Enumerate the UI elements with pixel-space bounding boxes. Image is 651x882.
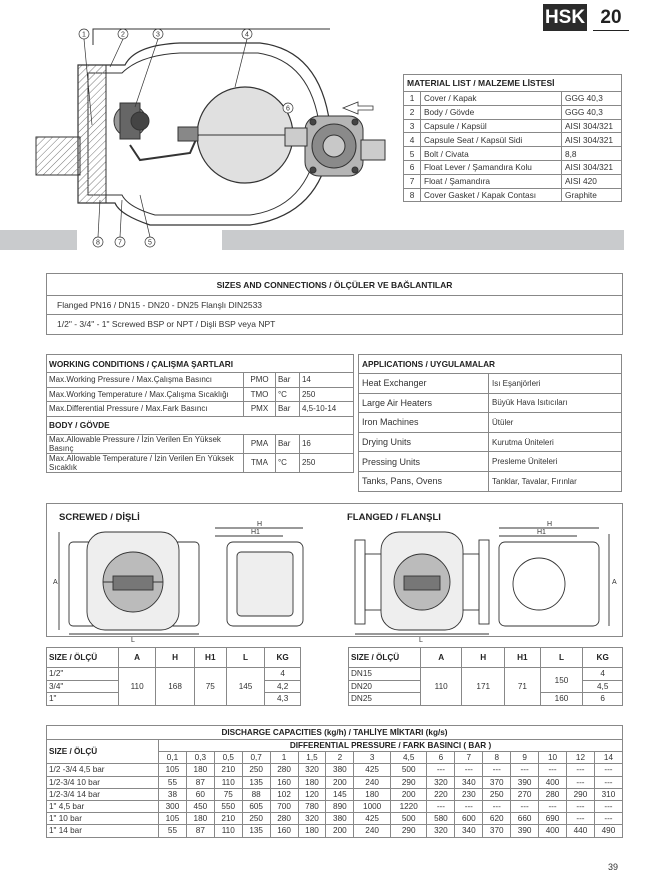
pressure-header: 8 — [483, 752, 511, 764]
dim-value: 6 — [583, 693, 623, 706]
condition-value: 250 — [299, 453, 353, 472]
capacities-size-label: SIZE / ÖLÇÜ — [47, 740, 159, 764]
dim-header: A — [119, 648, 156, 668]
capacity-value: --- — [483, 800, 511, 812]
capacity-value: 200 — [390, 788, 427, 800]
condition-label: Max.Allowable Pressure / İzin Verilen En Yüksek Basınç — [47, 434, 244, 453]
pressure-header: 14 — [594, 752, 622, 764]
pressure-header: 0,3 — [186, 752, 214, 764]
dim-value: 3/4" — [47, 680, 119, 693]
applications-title: APPLICATIONS / UYGULAMALAR — [359, 355, 622, 374]
capacity-value: 180 — [186, 813, 214, 825]
material-value: 8,8 — [562, 147, 622, 161]
capacity-value: 135 — [242, 825, 270, 837]
dim-value: 4 — [265, 668, 301, 681]
capacity-value: 400 — [539, 825, 567, 837]
dim-value: 4,3 — [265, 693, 301, 706]
capacity-value: 370 — [483, 776, 511, 788]
dim-header: L — [226, 648, 265, 668]
trap-render-image — [283, 98, 393, 190]
application-tr: Tanklar, Tavalar, Fırınlar — [489, 471, 622, 491]
material-part: Float / Şamandıra — [421, 174, 562, 188]
condition-unit: Bar — [275, 402, 299, 417]
material-number: 1 — [404, 92, 421, 106]
capacity-value: 500 — [390, 764, 427, 776]
pressure-header: 0,5 — [214, 752, 242, 764]
condition-unit: Bar — [275, 373, 299, 388]
capacity-value: 290 — [390, 776, 427, 788]
condition-code: TMA — [244, 453, 276, 472]
condition-code: PMX — [244, 402, 276, 417]
application-row — [359, 452, 622, 472]
callout-1: 1 — [82, 31, 86, 39]
capacity-value: 380 — [326, 764, 354, 776]
application-en: Tanks, Pans, Ovens — [359, 471, 489, 491]
dim-letter-a: A — [53, 579, 58, 586]
capacity-value: --- — [539, 800, 567, 812]
callout-2: 2 — [121, 31, 125, 39]
body-title: BODY / GÖVDE — [47, 416, 354, 434]
application-en: Iron Machines — [359, 413, 489, 433]
capacity-value: 320 — [427, 776, 455, 788]
material-value: AISI 420 — [562, 174, 622, 188]
working-conditions — [46, 354, 354, 473]
capacity-value: --- — [427, 764, 455, 776]
capacity-value: 240 — [354, 776, 391, 788]
grey-bar-left — [0, 230, 77, 250]
application-row — [359, 413, 622, 433]
pressure-header: 7 — [455, 752, 483, 764]
dim-value: DN20 — [349, 680, 421, 693]
dim-header: H — [462, 648, 505, 668]
condition-unit: °C — [275, 387, 299, 402]
capacity-value: 110 — [214, 825, 242, 837]
capacity-value: 145 — [326, 788, 354, 800]
material-row — [404, 160, 622, 174]
capacities-dp-label: DIFFERENTIAL PRESSURE / FARK BASINCI ( BAR ) — [159, 740, 623, 752]
sizes-and-connections — [46, 273, 623, 335]
condition-row — [47, 453, 354, 472]
capacity-value: --- — [455, 764, 483, 776]
material-number: 8 — [404, 188, 421, 202]
dimension-drawing-svg — [47, 504, 624, 644]
dim-letter-h-flanged: H — [547, 521, 553, 528]
dim-letter-h: H — [257, 521, 263, 528]
material-number: 7 — [404, 174, 421, 188]
capacity-value: 690 — [539, 813, 567, 825]
pressure-header: 1,5 — [298, 752, 326, 764]
sizes-row-flanged: Flanged PN16 / DN15 - DN20 - DN25 Flanşlı DIN2533 — [47, 296, 622, 315]
capacity-row — [47, 800, 623, 812]
capacity-value: 605 — [242, 800, 270, 812]
material-number: 5 — [404, 147, 421, 161]
capacity-row — [47, 788, 623, 800]
screwed-dimensions-table — [46, 647, 301, 706]
capacity-value: 75 — [214, 788, 242, 800]
material-value: Graphite — [562, 188, 622, 202]
material-row — [404, 188, 622, 202]
dim-value: 168 — [156, 668, 195, 706]
application-en: Drying Units — [359, 432, 489, 452]
material-value: GGG 40,3 — [562, 92, 622, 106]
capacity-value: 1000 — [354, 800, 391, 812]
application-tr: Ütüler — [489, 413, 622, 433]
capacity-value: 370 — [483, 825, 511, 837]
material-value: AISI 304/321 — [562, 133, 622, 147]
dim-value: 4 — [583, 668, 623, 681]
capacity-value: 250 — [483, 788, 511, 800]
application-row — [359, 393, 622, 413]
capacity-value: 440 — [567, 825, 595, 837]
sizes-row-screwed: 1/2" - 3/4" - 1" Screwed BSP or NPT / Dişli BSP veya NPT — [57, 319, 276, 329]
capacity-row — [47, 813, 623, 825]
dim-value: 145 — [226, 668, 265, 706]
capacity-value: 55 — [159, 776, 187, 788]
capacity-size: 1/2 -3/4 4,5 bar — [47, 764, 159, 776]
condition-label: Max.Working Temperature / Max.Çalışma Sıcaklığı — [47, 387, 244, 402]
pressure-header: 9 — [511, 752, 539, 764]
condition-value: 250 — [299, 387, 353, 402]
capacity-value: 700 — [270, 800, 298, 812]
capacity-value: --- — [594, 776, 622, 788]
capacity-value: 200 — [326, 776, 354, 788]
material-part: Bolt / Civata — [421, 147, 562, 161]
capacity-value: 380 — [326, 813, 354, 825]
capacity-value: 620 — [483, 813, 511, 825]
capacity-value: 120 — [298, 788, 326, 800]
dim-value: 4,2 — [265, 680, 301, 693]
capacity-value: --- — [539, 764, 567, 776]
capacity-value: 110 — [214, 776, 242, 788]
condition-row — [47, 402, 354, 417]
capacity-value: 180 — [354, 788, 391, 800]
capacity-value: 890 — [326, 800, 354, 812]
condition-row — [47, 387, 354, 402]
discharge-capacities-table — [46, 725, 623, 838]
pressure-header: 1 — [270, 752, 298, 764]
capacity-value: 180 — [298, 825, 326, 837]
capacity-value: 250 — [242, 813, 270, 825]
applications — [358, 354, 622, 492]
capacity-value: 210 — [214, 813, 242, 825]
capacity-value: 180 — [298, 776, 326, 788]
material-value: AISI 304/321 — [562, 160, 622, 174]
capacity-value: 270 — [511, 788, 539, 800]
material-row — [404, 133, 622, 147]
capacity-value: 250 — [242, 764, 270, 776]
material-number: 3 — [404, 119, 421, 133]
dim-letter-a-flanged: A — [612, 579, 617, 586]
material-list — [403, 74, 622, 202]
condition-value: 16 — [299, 434, 353, 453]
application-en: Large Air Heaters — [359, 393, 489, 413]
material-row — [404, 119, 622, 133]
capacity-value: 660 — [511, 813, 539, 825]
capacity-value: 310 — [594, 788, 622, 800]
capacity-value: 320 — [298, 813, 326, 825]
dim-header: SIZE / ÖLÇÜ — [349, 648, 421, 668]
capacity-value: 550 — [214, 800, 242, 812]
application-row — [359, 432, 622, 452]
pressure-header: 3 — [354, 752, 391, 764]
pressure-header: 0,1 — [159, 752, 187, 764]
material-number: 4 — [404, 133, 421, 147]
material-part: Capsule / Kapsül — [421, 119, 562, 133]
capacity-value: 1220 — [390, 800, 427, 812]
condition-row — [47, 434, 354, 453]
capacity-value: 87 — [186, 825, 214, 837]
callout-6: 6 — [286, 105, 290, 113]
capacity-value: --- — [455, 800, 483, 812]
capacity-value: 490 — [594, 825, 622, 837]
capacity-size: 1" 10 bar — [47, 813, 159, 825]
pressure-header: 4,5 — [390, 752, 427, 764]
capacity-value: 280 — [270, 764, 298, 776]
pressure-header: 6 — [427, 752, 455, 764]
page-number: 39 — [608, 862, 619, 872]
material-value: AISI 304/321 — [562, 119, 622, 133]
application-row — [359, 471, 622, 491]
page-code: 20 — [593, 4, 629, 31]
dim-value: DN25 — [349, 693, 421, 706]
capacity-value: 38 — [159, 788, 187, 800]
dim-letter-h1-flanged: H1 — [537, 529, 546, 536]
capacity-value: 340 — [455, 825, 483, 837]
capacity-value: 160 — [270, 825, 298, 837]
capacity-size: 1" 4,5 bar — [47, 800, 159, 812]
material-part: Cover / Kapak — [421, 92, 562, 106]
sizes-title: SIZES AND CONNECTIONS / ÖLÇÜLER VE BAĞLANTILAR — [47, 274, 622, 296]
material-row — [404, 92, 622, 106]
pressure-header: 12 — [567, 752, 595, 764]
capacity-value: --- — [427, 800, 455, 812]
capacity-value: 290 — [390, 825, 427, 837]
capacity-row — [47, 825, 623, 837]
flanged-dimensions-table — [348, 647, 623, 706]
capacity-value: 450 — [186, 800, 214, 812]
capacity-value: 105 — [159, 764, 187, 776]
capacity-value: 280 — [539, 788, 567, 800]
capacity-value: 425 — [354, 764, 391, 776]
capacity-row — [47, 776, 623, 788]
dimension-drawings — [46, 503, 623, 644]
capacity-value: 500 — [390, 813, 427, 825]
application-en: Heat Exchanger — [359, 374, 489, 394]
screwed-label: SCREWED / DİŞLİ — [59, 512, 140, 523]
capacity-value: 390 — [511, 776, 539, 788]
capacity-value: 320 — [427, 825, 455, 837]
dim-header: KG — [583, 648, 623, 668]
application-tr: Büyük Hava Isıtıcıları — [489, 393, 622, 413]
capacity-value: --- — [594, 800, 622, 812]
dim-header: H — [156, 648, 195, 668]
dim-value: 1/2" — [47, 668, 119, 681]
capacity-value: 230 — [455, 788, 483, 800]
dim-header: KG — [265, 648, 301, 668]
capacity-size: 1/2-3/4 10 bar — [47, 776, 159, 788]
callout-4: 4 — [245, 31, 249, 39]
capacity-value: 400 — [539, 776, 567, 788]
capacity-value: 87 — [186, 776, 214, 788]
capacity-value: 290 — [567, 788, 595, 800]
dim-header: H1 — [194, 648, 226, 668]
capacity-value: --- — [594, 813, 622, 825]
dim-header: L — [540, 648, 583, 668]
capacities-title: DISCHARGE CAPACITIES (kg/h) / TAHLİYE MİKTARI (kg/s) — [47, 726, 623, 740]
callout-5: 5 — [148, 239, 152, 247]
callout-3: 3 — [156, 31, 160, 39]
pressure-header: 2 — [326, 752, 354, 764]
material-part: Float Lever / Şamandıra Kolu — [421, 160, 562, 174]
dim-letter-h1: H1 — [251, 529, 260, 536]
capacity-value: 300 — [159, 800, 187, 812]
condition-value: 4,5-10-14 — [299, 402, 353, 417]
series-badge: HSK — [543, 4, 587, 31]
material-row — [404, 105, 622, 119]
dim-header: SIZE / ÖLÇÜ — [47, 648, 119, 668]
dim-value: 160 — [540, 693, 583, 706]
capacity-value: 390 — [511, 825, 539, 837]
capacity-value: 135 — [242, 776, 270, 788]
capacity-value: 160 — [270, 776, 298, 788]
application-en: Pressing Units — [359, 452, 489, 472]
dim-value: 1" — [47, 693, 119, 706]
material-row — [404, 174, 622, 188]
capacity-value: 55 — [159, 825, 187, 837]
dim-value: 110 — [119, 668, 156, 706]
dim-value: 75 — [194, 668, 226, 706]
dim-value: DN15 — [349, 668, 421, 681]
material-part: Body / Gövde — [421, 105, 562, 119]
dim-value: 71 — [505, 668, 540, 706]
capacity-value: 60 — [186, 788, 214, 800]
capacity-value: --- — [567, 764, 595, 776]
dim-value: 171 — [462, 668, 505, 706]
capacity-value: 210 — [214, 764, 242, 776]
condition-code: PMO — [244, 373, 276, 388]
capacity-value: 780 — [298, 800, 326, 812]
capacity-value: 200 — [326, 825, 354, 837]
capacity-value: --- — [567, 800, 595, 812]
dim-value: 150 — [540, 668, 583, 693]
capacity-value: 340 — [455, 776, 483, 788]
application-row — [359, 374, 622, 394]
condition-unit: °C — [275, 453, 299, 472]
capacity-value: 600 — [455, 813, 483, 825]
material-number: 2 — [404, 105, 421, 119]
grey-bar-right — [222, 230, 624, 250]
pressure-header: 10 — [539, 752, 567, 764]
condition-unit: Bar — [275, 434, 299, 453]
material-row — [404, 147, 622, 161]
capacity-value: 88 — [242, 788, 270, 800]
capacity-value: --- — [483, 764, 511, 776]
condition-row — [47, 373, 354, 388]
capacity-value: --- — [594, 764, 622, 776]
capacity-value: --- — [567, 813, 595, 825]
capacity-value: 280 — [270, 813, 298, 825]
dim-letter-l: L — [131, 637, 135, 644]
capacity-value: 240 — [354, 825, 391, 837]
working-title: WORKING CONDITIONS / ÇALIŞMA ŞARTLARI — [47, 355, 354, 373]
capacity-row — [47, 764, 623, 776]
application-tr: Presleme Üniteleri — [489, 452, 622, 472]
flanged-label: FLANGED / FLANŞLI — [347, 512, 441, 523]
condition-label: Max.Allowable Temperature / İzin Verilen En Yüksek Sıcaklık — [47, 453, 244, 472]
capacity-value: 220 — [427, 788, 455, 800]
capacity-value: 580 — [427, 813, 455, 825]
callout-8: 8 — [96, 239, 100, 247]
dim-header: H1 — [505, 648, 540, 668]
application-tr: Kurutma Üniteleri — [489, 432, 622, 452]
dim-value: 110 — [421, 668, 462, 706]
condition-label: Max.Differential Pressure / Max.Fark Basıncı — [47, 402, 244, 417]
capacity-value: 102 — [270, 788, 298, 800]
condition-label: Max.Working Pressure / Max.Çalışma Basıncı — [47, 373, 244, 388]
capacity-value: --- — [511, 800, 539, 812]
dim-letter-l-flanged: L — [419, 637, 423, 644]
capacity-value: 180 — [186, 764, 214, 776]
capacity-size: 1/2-3/4 14 bar — [47, 788, 159, 800]
capacity-value: 320 — [298, 764, 326, 776]
capacity-value: 105 — [159, 813, 187, 825]
dim-header: A — [421, 648, 462, 668]
capacity-value: --- — [567, 776, 595, 788]
application-tr: Isı Eşanjörleri — [489, 374, 622, 394]
capacity-value: --- — [511, 764, 539, 776]
condition-code: PMA — [244, 434, 276, 453]
dim-value: 4,5 — [583, 680, 623, 693]
capacity-size: 1" 14 bar — [47, 825, 159, 837]
pressure-header: 0,7 — [242, 752, 270, 764]
material-value: GGG 40,3 — [562, 105, 622, 119]
callout-7: 7 — [118, 239, 122, 247]
material-part: Cover Gasket / Kapak Contası — [421, 188, 562, 202]
condition-value: 14 — [299, 373, 353, 388]
material-list-title: MATERIAL LIST / MALZEME LİSTESİ — [404, 75, 622, 92]
condition-code: TMO — [244, 387, 276, 402]
material-number: 6 — [404, 160, 421, 174]
capacity-value: 425 — [354, 813, 391, 825]
material-part: Capsule Seat / Kapsül Sidi — [421, 133, 562, 147]
